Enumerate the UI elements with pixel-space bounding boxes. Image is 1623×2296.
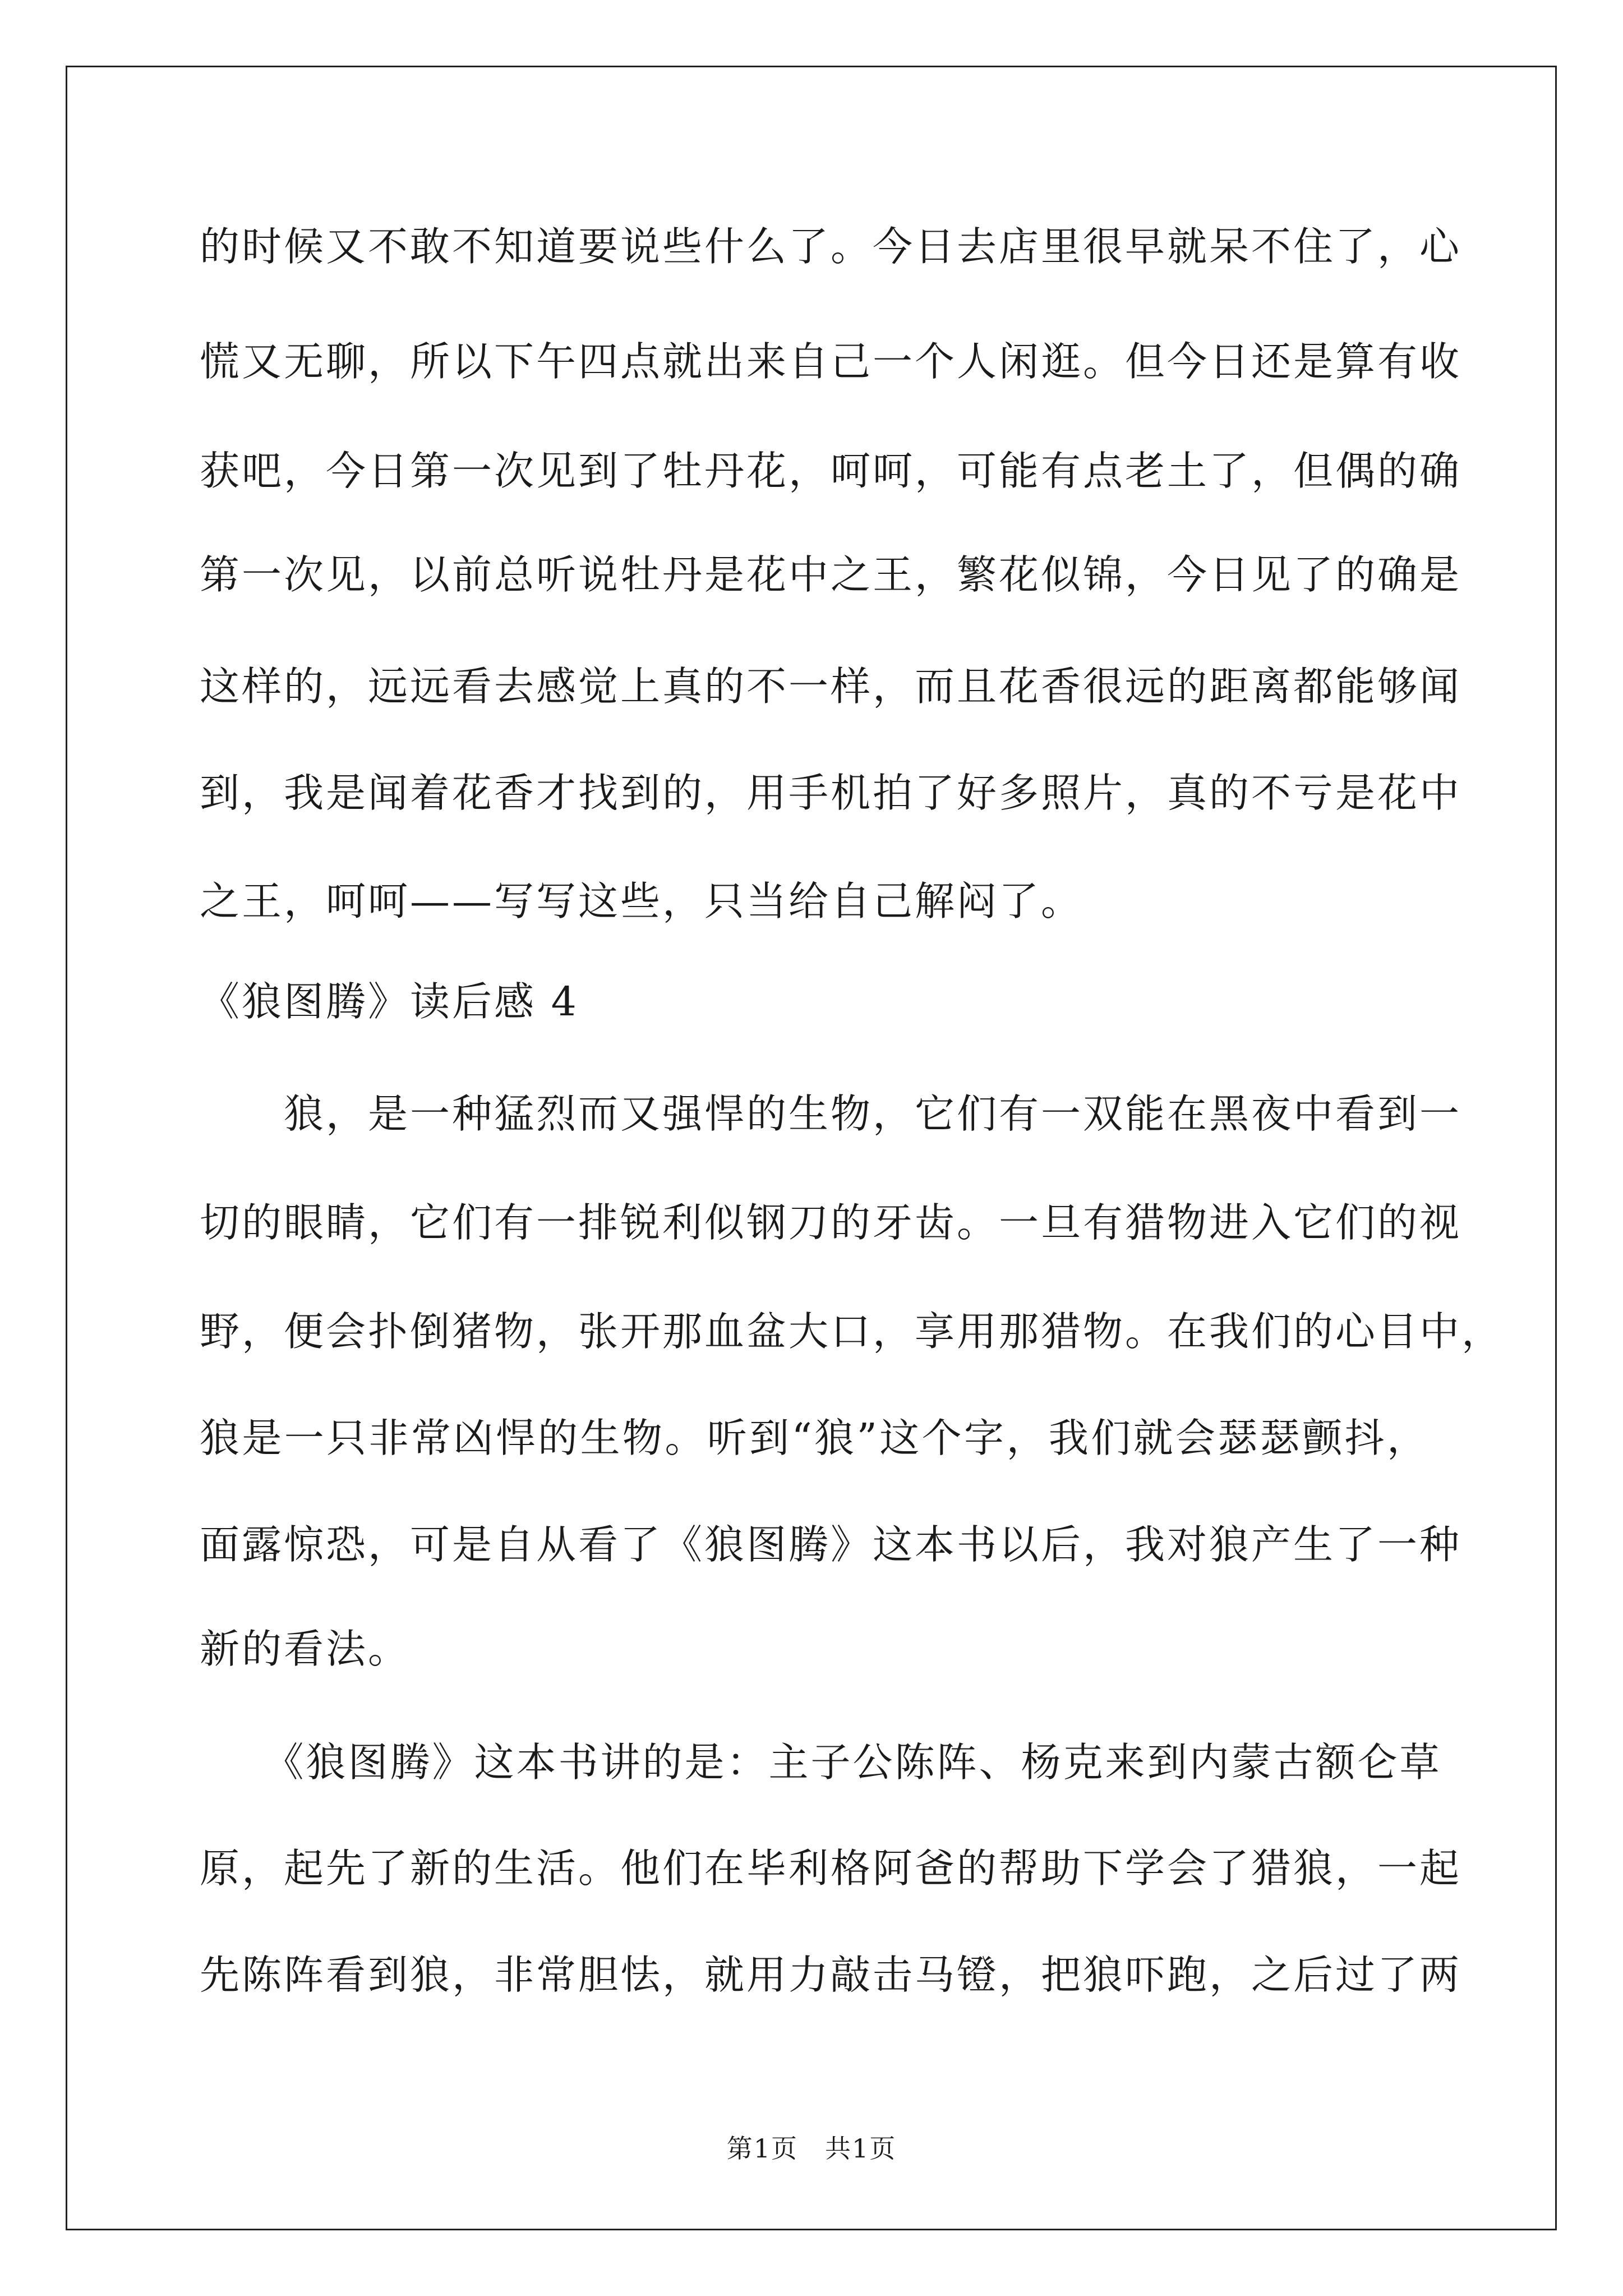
body-line: 原，起先了新的生活。他们在毕利格阿爸的帮助下学会了猎狼，一起 xyxy=(200,1845,1462,1892)
body-line: 慌又无聊，所以下午四点就出来自己一个人闲逛。但今日还是算有收 xyxy=(200,338,1462,385)
body-line: 狼是一只非常凶悍的生物。听到“狼”这个字，我们就会瑟瑟颤抖， xyxy=(200,1415,1429,1461)
body-line: 切的眼睛，它们有一排锐利似钢刀的牙齿。一旦有猎物进入它们的视 xyxy=(200,1199,1462,1246)
body-line: 第一次见，以前总听说牡丹是花中之王，繁花似锦，今日见了的确是 xyxy=(200,551,1462,598)
body-line: 《狼图腾》这本书讲的是：主子公陈阵、杨克来到内蒙古额仑草 xyxy=(200,1739,1442,1786)
page-border xyxy=(66,66,1557,2230)
body-line: 新的看法。 xyxy=(200,1626,411,1672)
body-line: 先陈阵看到狼，非常胆怯，就用力敲击马镫，把狼吓跑，之后过了两 xyxy=(200,1952,1462,1998)
body-line: 面露惊恐，可是自从看了《狼图腾》这本书以后，我对狼产生了一种 xyxy=(200,1521,1462,1568)
section-heading: 《狼图腾》读后感 4 xyxy=(200,978,579,1025)
body-line: 野，便会扑倒猪物，张开那血盆大口，享用那猎物。在我们的心目中， xyxy=(200,1308,1504,1355)
body-line: 获吧，今日第一次见到了牡丹花，呵呵，可能有点老土了，但偶的确 xyxy=(200,448,1462,494)
body-line: 到，我是闻着花香才找到的，用手机拍了好多照片，真的不亏是花中 xyxy=(200,770,1462,816)
body-line: 狼，是一种猛烈而又强悍的生物，它们有一双能在黑夜中看到一 xyxy=(200,1091,1462,1137)
body-line: 之王，呵呵——写写这些，只当给自己解闷了。 xyxy=(200,878,1083,924)
body-line: 这样的，远远看去感觉上真的不一样，而且花香很远的距离都能够闻 xyxy=(200,663,1462,710)
body-line: 的时候又不敢不知道要说些什么了。今日去店里很早就呆不住了，心 xyxy=(200,223,1462,270)
page-footer: 第1页 共1页 xyxy=(726,2133,897,2164)
